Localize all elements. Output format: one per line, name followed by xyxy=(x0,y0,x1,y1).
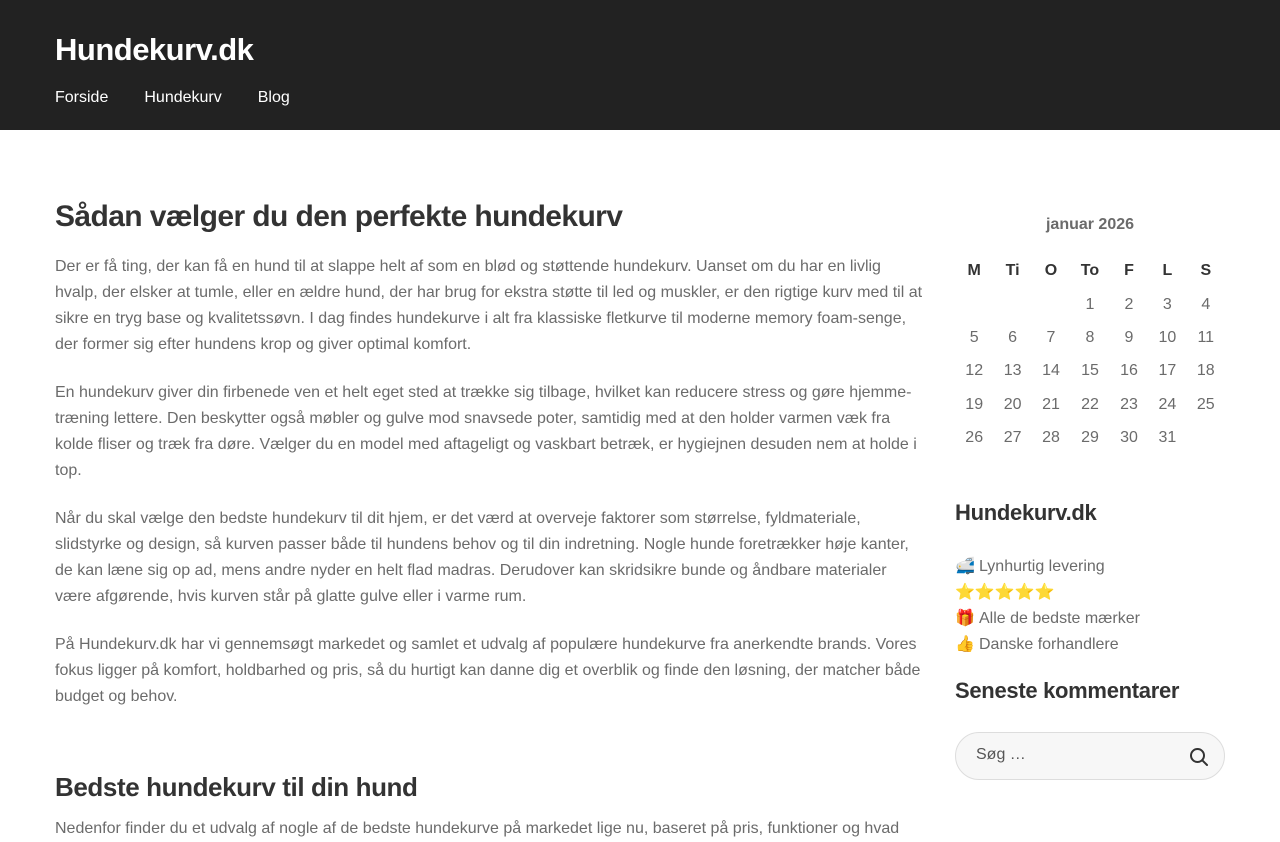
train-icon: 🚅 xyxy=(955,558,975,576)
calendar-day: 21 xyxy=(1042,395,1060,413)
feature-text: Alle de bedste mærker xyxy=(979,610,1140,628)
calendar-weekday: F xyxy=(1124,262,1134,279)
calendar-day: 10 xyxy=(1158,328,1177,346)
calendar-empty-cell xyxy=(1187,421,1225,454)
calendar-week-row xyxy=(955,321,1225,354)
calendar-day: 5 xyxy=(969,328,979,346)
calendar-day: 31 xyxy=(1158,428,1177,446)
calendar-day: 12 xyxy=(965,362,984,380)
calendar-week-row xyxy=(955,355,1225,388)
brand-widget-title: Hundekurv.dk xyxy=(955,500,1097,526)
feature-item xyxy=(955,606,1225,632)
calendar-day: 20 xyxy=(1003,395,1022,413)
calendar-day: 30 xyxy=(1120,428,1138,446)
calendar-day: 3 xyxy=(1162,295,1172,313)
gift-icon: 🎁 xyxy=(955,610,975,628)
calendar-empty-cell xyxy=(955,288,993,321)
comments-widget-title: Seneste kommentarer xyxy=(955,678,1180,704)
calendar-day: 4 xyxy=(1201,295,1211,313)
calendar-day: 16 xyxy=(1120,362,1138,380)
nav-item-blog[interactable]: Blog xyxy=(257,89,290,106)
feature-item xyxy=(955,580,1225,606)
page-title: Sådan vælger du den perfekte hundekurv xyxy=(55,200,623,233)
calendar-caption: januar 2026 xyxy=(1045,216,1135,233)
calendar-day: 6 xyxy=(1008,328,1018,346)
calendar-day: 19 xyxy=(965,395,984,413)
calendar-weekday: Ti xyxy=(1005,262,1020,279)
calendar-day: 18 xyxy=(1196,362,1215,380)
calendar-day: 26 xyxy=(965,428,984,446)
search-icon[interactable] xyxy=(1188,746,1210,768)
calendar-day: 9 xyxy=(1124,328,1134,346)
site-header xyxy=(0,0,1280,130)
calendar-day: 25 xyxy=(1196,395,1215,413)
article-paragraph-4: På Hundekurv.dk har vi gennemsøgt markedet og samlet et udvalg af populære hundekurve fra anerkendte brands. Vores fokus ligger på komfort, holdbarhed og pris, så du hurtigt kan danne dig et overblik og finde den løsning, der matcher både budget og behov. xyxy=(55,636,921,705)
section-title: Bedste hundekurv til din hund xyxy=(55,772,418,802)
calendar-day: 29 xyxy=(1081,428,1099,446)
article-content xyxy=(55,198,923,842)
search-input[interactable] xyxy=(976,746,1176,764)
site-title-link[interactable]: Hundekurv.dk xyxy=(55,32,254,67)
calendar-day: 7 xyxy=(1046,328,1056,346)
sidebar xyxy=(955,210,1225,780)
calendar-empty-cell xyxy=(1032,288,1070,321)
calendar xyxy=(955,254,1225,454)
calendar-day: 13 xyxy=(1003,362,1022,380)
calendar-day: 24 xyxy=(1158,395,1177,413)
calendar-weekday: To xyxy=(1080,262,1100,279)
calendar-body xyxy=(955,288,1225,454)
calendar-day: 23 xyxy=(1120,395,1138,413)
calendar-weekday-row xyxy=(955,254,1225,288)
feature-text: Danske forhandlere xyxy=(979,636,1119,654)
calendar-day: 2 xyxy=(1124,295,1134,313)
section-intro: Nedenfor finder du et udvalg af nogle af de bedste hundekurve på markedet lige nu, baseret på pris, funktioner og hvad xyxy=(55,820,900,837)
feature-item xyxy=(955,554,1225,580)
calendar-day: 28 xyxy=(1042,428,1060,446)
calendar-weekday: S xyxy=(1200,262,1212,279)
calendar-day: 14 xyxy=(1042,362,1060,380)
article-paragraph-3: Når du skal vælge den bedste hundekurv til dit hjem, er det værd at overveje faktorer som størrelse, fyldmateriale, slidstyrke og design, så kurven passer både til hundens behov og til din indretning. Nogle hunde foretrækker høje kanter, de kan læne sig op ad, mens andre nyder en helt flad madras. Derudover kan skridsikre bunde og åndbare materialer være afgørende, hvis kurven står på glatte gulve eller i varme rum. xyxy=(55,510,909,605)
calendar-weekday: L xyxy=(1162,262,1173,279)
calendar-weekday: M xyxy=(967,262,981,279)
calendar-empty-cell xyxy=(993,288,1031,321)
article-paragraph-2: En hundekurv giver din firbenede ven et helt eget sted at trække sig tilbage, hvilket kan reducere stress og gøre hjemme-træning lettere. Den beskytter også møbler og gulve mod snavsede poter, samtidig med at den holder varmen væk fra kolde fliser og træk fra døre. Vælger du en model med aftageligt og vaskbart betræk, er hygiejnen desuden nem at holde i top. xyxy=(55,384,917,479)
five-stars-icon: ⭐⭐⭐⭐⭐ xyxy=(955,584,1055,602)
thumbs-up-icon: 👍 xyxy=(955,636,975,654)
calendar-week-row xyxy=(955,288,1225,321)
calendar-day: 27 xyxy=(1003,428,1022,446)
calendar-week-row xyxy=(955,388,1225,421)
article-paragraph-1: Der er få ting, der kan få en hund til at slappe helt af som en blød og støttende hundekurv. Uanset om du har en livlig hvalp, der elsker at tumle, eller en ældre hund, der har brug for ekstra støtte til led og muskler, er den rigtige kurv med til at sikre en tryg base og kvalitetssøvn. I dag findes hundekurve i alt fra klassiske fletkurve til moderne memory foam-senge, der former sig efter hundens krop og giver optimal komfort. xyxy=(55,258,923,353)
nav-item-hundekurv[interactable]: Hundekurv xyxy=(144,89,222,106)
feature-item xyxy=(955,632,1225,658)
feature-text: Lynhurtig levering xyxy=(979,558,1105,576)
calendar-day: 17 xyxy=(1158,362,1177,380)
nav-item-forside[interactable]: Forside xyxy=(55,89,109,106)
calendar-day: 11 xyxy=(1197,328,1215,346)
calendar-week-row xyxy=(955,421,1225,454)
calendar-day: 22 xyxy=(1081,395,1099,413)
feature-list xyxy=(955,554,1225,658)
calendar-day: 15 xyxy=(1081,362,1099,380)
calendar-day: 8 xyxy=(1085,328,1095,346)
calendar-day: 1 xyxy=(1085,295,1095,313)
search-form xyxy=(955,732,1225,780)
main-nav xyxy=(55,89,290,107)
calendar-weekday: O xyxy=(1044,262,1058,279)
